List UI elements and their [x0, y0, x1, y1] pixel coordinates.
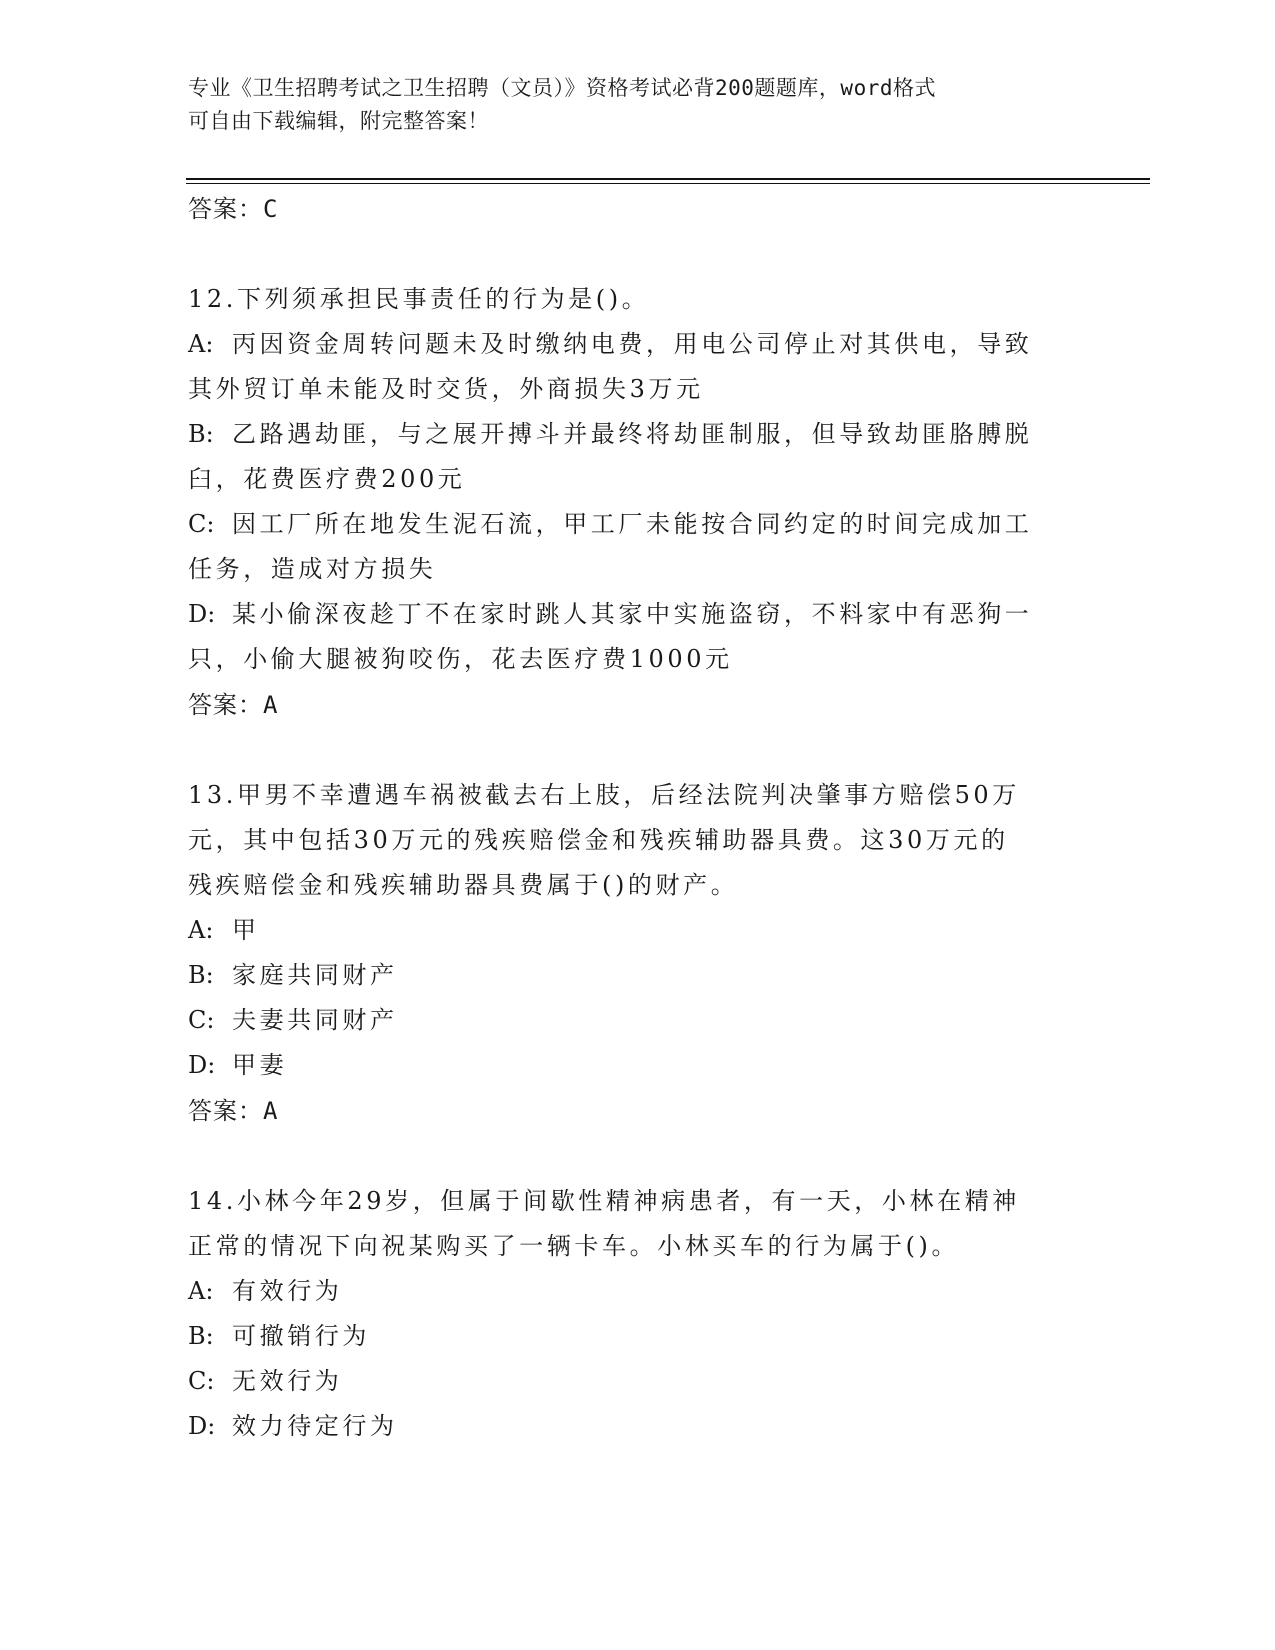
option-b — [188, 1314, 1088, 1359]
answer-line: 答案：A — [188, 691, 279, 719]
option-b — [188, 953, 1088, 998]
option-c — [188, 998, 1088, 1043]
option-d — [188, 1404, 1088, 1449]
option-letter: B: — [188, 420, 214, 448]
option-a — [188, 1269, 1088, 1314]
question-14 — [188, 1179, 1088, 1449]
option-text: 乙路遇劫匪，与之展开搏斗并最终将劫匪制服，但导致劫匪胳膊脱 — [232, 420, 1033, 448]
option-text: 夫妻共同财产 — [232, 1006, 398, 1034]
option-c — [188, 1359, 1088, 1404]
option-text: 甲 — [232, 916, 260, 944]
option-letter: D: — [188, 1412, 216, 1440]
header-rule-thick — [186, 178, 1150, 180]
option-a-continued: 其外贸订单未能及时交货，外商损失3万元 — [188, 375, 704, 403]
option-d-continued: 只，小偷大腿被狗咬伤，花去医疗费1000元 — [188, 645, 733, 673]
option-letter: A: — [188, 330, 214, 358]
spacer — [188, 1134, 1088, 1179]
option-letter: A: — [188, 916, 214, 944]
answer-line: 答案：C — [188, 195, 279, 223]
spacer — [188, 728, 1088, 773]
option-d — [188, 592, 1088, 637]
spacer — [188, 232, 1088, 277]
option-text: 丙因资金周转问题未及时缴纳电费，用电公司停止对其供电，导致 — [232, 330, 1033, 358]
option-text: 有效行为 — [232, 1277, 343, 1305]
option-letter: C: — [188, 1367, 215, 1395]
option-d — [188, 1043, 1088, 1088]
header-rule-thin — [186, 183, 1150, 184]
question-stem: 13.甲男不幸遭遇车祸被截去右上肢，后经法院判决肇事方赔偿50万 — [188, 781, 1020, 809]
option-b-continued: 臼，花费医疗费200元 — [188, 465, 466, 493]
header-line-1: 专业《卫生招聘考试之卫生招聘（文员）》资格考试必背200题题库，word格式 — [188, 76, 936, 100]
option-text: 某小偷深夜趁丁不在家时跳人其家中实施盗窃，不料家中有恶狗一 — [232, 600, 1033, 628]
option-text: 可撤销行为 — [232, 1322, 370, 1350]
header-line-2: 可自由下载编辑，附完整答案！ — [188, 109, 489, 133]
option-text: 因工厂所在地发生泥石流，甲工厂未能按合同约定的时间完成加工 — [232, 510, 1033, 538]
question-13 — [188, 773, 1088, 1134]
option-letter: C: — [188, 1006, 215, 1034]
option-text: 甲妻 — [232, 1051, 288, 1079]
option-letter: B: — [188, 1322, 214, 1350]
option-text: 家庭共同财产 — [232, 961, 398, 989]
option-text: 无效行为 — [232, 1367, 343, 1395]
option-a — [188, 908, 1088, 953]
option-letter: C: — [188, 510, 215, 538]
question-12 — [188, 277, 1088, 728]
document-body — [188, 186, 1088, 1449]
option-letter: B: — [188, 961, 214, 989]
option-b — [188, 412, 1088, 457]
question-stem: 12.下列须承担民事责任的行为是()。 — [188, 285, 650, 313]
option-text: 效力待定行为 — [232, 1412, 398, 1440]
option-letter: D: — [188, 600, 216, 628]
option-letter: A: — [188, 1277, 214, 1305]
option-c — [188, 502, 1088, 547]
option-a — [188, 322, 1088, 367]
question-stem-continued: 元，其中包括30万元的残疾赔偿金和残疾辅助器具费。这30万元的 — [188, 826, 1009, 854]
question-stem-continued: 残疾赔偿金和残疾辅助器具费属于()的财产。 — [188, 871, 739, 899]
question-stem: 14.小林今年29岁，但属于间歇性精神病患者，有一天，小林在精神 — [188, 1187, 1020, 1215]
answer-line: 答案：A — [188, 1097, 279, 1125]
option-letter: D: — [188, 1051, 216, 1079]
question-stem-continued: 正常的情况下向祝某购买了一辆卡车。小林买车的行为属于()。 — [188, 1232, 960, 1260]
page-header — [188, 72, 1068, 138]
option-c-continued: 任务，造成对方损失 — [188, 555, 437, 583]
